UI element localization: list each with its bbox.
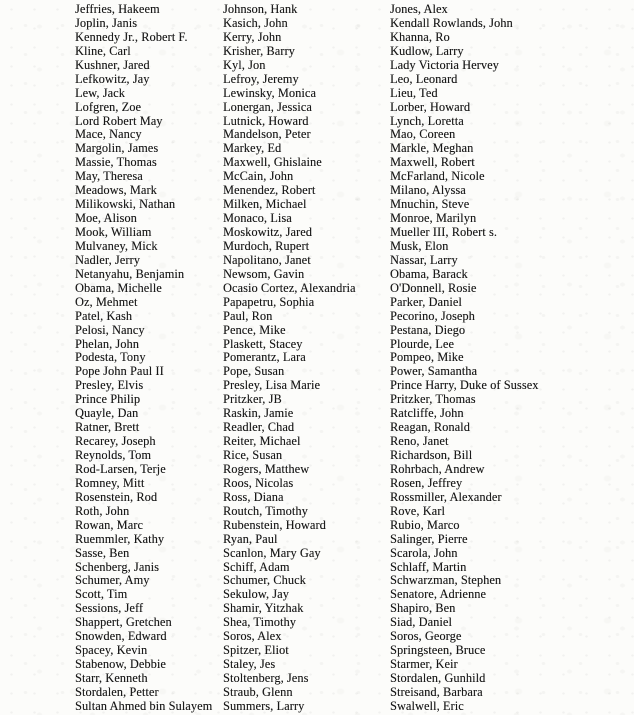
list-item: McFarland, Nicole — [390, 169, 485, 184]
list-item: Margolin, James — [75, 141, 159, 156]
list-item: Obama, Barack — [390, 266, 468, 281]
list-item: Krisher, Barry — [223, 43, 295, 58]
list-item: Johnson, Hank — [223, 2, 298, 16]
list-item: Ryan, Paul — [223, 531, 278, 546]
list-item: Milken, Michael — [223, 197, 307, 212]
list-item: Rice, Susan — [223, 448, 283, 462]
list-item: Mook, William — [75, 225, 152, 239]
list-item: Sultan Ahmed bin Sulayem — [75, 698, 213, 713]
list-item: Schwarzman, Stephen — [390, 573, 502, 588]
list-item: Milikowski, Nathan — [75, 197, 176, 212]
list-item: Nassar, Larry — [390, 252, 458, 267]
list-item: Murdoch, Rupert — [223, 238, 310, 253]
list-item: Rohrbach, Andrew — [390, 461, 485, 476]
list-item: Recarey, Joseph — [75, 434, 156, 449]
list-item: Pope, Susan — [223, 364, 285, 379]
list-item: Rogers, Matthew — [223, 461, 310, 476]
list-item: Shapiro, Ben — [390, 601, 456, 616]
list-item: Lefroy, Jeremy — [223, 71, 299, 86]
list-item: Spacey, Kevin — [75, 643, 148, 658]
list-item: Soros, George — [390, 629, 462, 644]
list-item: Kudlow, Larry — [390, 43, 464, 58]
list-item: Kushner, Jared — [75, 57, 150, 72]
list-item: Summers, Larry — [223, 698, 305, 713]
list-item: Rosenstein, Rod — [75, 489, 158, 504]
list-item: Routch, Timothy — [223, 503, 308, 518]
list-item: Power, Samantha — [390, 364, 478, 379]
list-item: Lieu, Ted — [390, 85, 438, 100]
list-item: Pence, Mike — [223, 322, 286, 337]
list-item: Stordalen, Gunhild — [390, 671, 486, 685]
list-item: Mace, Nancy — [75, 127, 142, 142]
list-item: Shamir, Yitzhak — [223, 601, 304, 616]
list-item: Reagan, Ronald — [390, 420, 470, 435]
list-item: Menendez, Robert — [223, 183, 316, 198]
list-item: Springsteen, Bruce — [390, 643, 486, 658]
list-item: Stordalen, Petter — [75, 684, 159, 699]
list-item: Schumer, Amy — [75, 573, 150, 588]
list-item: Roos, Nicolas — [223, 475, 294, 490]
list-item: Pritzker, JB — [223, 392, 282, 407]
list-item: Ross, Diana — [223, 489, 284, 504]
list-item: Pope John Paul II — [75, 364, 164, 379]
list-item: Staley, Jes — [223, 657, 276, 672]
list-item: Mandelson, Peter — [223, 127, 311, 142]
list-item: Khanna, Ro — [390, 29, 450, 44]
list-item: Moskowitz, Jared — [223, 225, 313, 239]
list-item: Obama, Michelle — [75, 280, 162, 295]
list-item: Rosen, Jeffrey — [390, 475, 463, 490]
list-item: Lefkowitz, Jay — [75, 71, 150, 86]
list-item: Starr, Kenneth — [75, 671, 148, 685]
list-item: Moe, Alison — [75, 211, 137, 226]
list-item: Romney, Mitt — [75, 475, 145, 490]
list-item: Reynolds, Tom — [75, 448, 152, 462]
list-item: Rubenstein, Howard — [223, 517, 326, 532]
list-item: Reno, Janet — [390, 434, 449, 449]
list-item: Musk, Elon — [390, 238, 449, 253]
list-item: May, Theresa — [75, 169, 143, 184]
list-item: Lorber, Howard — [390, 99, 471, 114]
list-item: Scanlon, Mary Gay — [223, 545, 321, 560]
list-item: Soros, Alex — [223, 629, 282, 644]
list-item: Rove, Karl — [390, 503, 445, 518]
list-item: Raskin, Jamie — [223, 406, 294, 421]
list-item: Parker, Daniel — [390, 294, 462, 309]
list-item: Schiff, Adam — [223, 559, 290, 574]
list-item: Stoltenberg, Jens — [223, 671, 309, 685]
list-item: Kennedy Jr., Robert F. — [75, 29, 188, 44]
list-item: Spitzer, Eliot — [223, 643, 289, 658]
list-item: Lord Robert May — [75, 113, 163, 128]
list-item: Lewinsky, Monica — [223, 85, 317, 100]
list-item: Stabenow, Debbie — [75, 657, 166, 672]
list-item: Starmer, Keir — [390, 657, 458, 672]
list-item: Jones, Alex — [390, 2, 448, 16]
list-item: Mueller III, Robert s. — [390, 225, 498, 239]
list-item: Markle, Meghan — [390, 141, 474, 156]
list-item: Richardson, Bill — [390, 448, 473, 462]
list-item: Lady Victoria Hervey — [390, 57, 499, 72]
list-item: Ratner, Brett — [75, 420, 140, 435]
list-item: Paul, Ron — [223, 308, 273, 323]
list-item: Sessions, Jeff — [75, 601, 144, 616]
list-item: Schenberg, Janis — [75, 559, 160, 574]
list-item: Joplin, Janis — [75, 15, 138, 30]
list-item: Meadows, Mark — [75, 183, 157, 198]
list-item: Kyl, Jon — [223, 57, 266, 72]
list-item: Sekulow, Jay — [223, 587, 289, 602]
list-item: Streisand, Barbara — [390, 684, 483, 699]
list-item: Jeffries, Hakeem — [75, 2, 160, 16]
list-item: Senatore, Adrienne — [390, 587, 487, 602]
list-item: Pomerantz, Lara — [223, 350, 306, 365]
list-item: Salinger, Pierre — [390, 531, 468, 546]
list-item: Lofgren, Zoe — [75, 99, 142, 114]
list-item: Oz, Mehmet — [75, 294, 138, 309]
list-item: Schumer, Chuck — [223, 573, 306, 588]
list-item: Netanyahu, Benjamin — [75, 266, 185, 281]
name-column-1 — [75, 3, 212, 714]
list-item: Straub, Glenn — [223, 684, 293, 699]
list-item: Milano, Alyssa — [390, 183, 466, 198]
list-item: Lonergan, Jessica — [223, 99, 312, 114]
list-item: Mulvaney, Mick — [75, 238, 158, 253]
list-item: Pritzker, Thomas — [390, 392, 476, 407]
list-item: Rod-Larsen, Terje — [75, 461, 166, 476]
list-item: Siad, Daniel — [390, 615, 452, 630]
list-item: Papapetru, Sophia — [223, 294, 315, 309]
list-item: Plourde, Lee — [390, 336, 455, 351]
list-item: Scarola, John — [390, 545, 458, 560]
list-item: Prince Philip — [75, 392, 141, 407]
list-item: Snowden, Edward — [75, 629, 167, 644]
list-item: Mnuchin, Steve — [390, 197, 470, 212]
list-item: Napolitano, Janet — [223, 252, 311, 267]
list-item: Ocasio Cortez, Alexandria — [223, 280, 356, 295]
list-item: Pelosi, Nancy — [75, 322, 145, 337]
list-item: Kasich, John — [223, 15, 288, 30]
list-item: Nadler, Jerry — [75, 252, 140, 267]
list-item: Massie, Thomas — [75, 155, 157, 170]
list-item: Reiter, Michael — [223, 434, 301, 449]
list-item: Presley, Elvis — [75, 378, 144, 393]
list-item: Mao, Coreen — [390, 127, 456, 142]
list-item: Maxwell, Robert — [390, 155, 475, 170]
list-item: Pecorino, Joseph — [390, 308, 475, 323]
list-item: Scott, Tim — [75, 587, 128, 602]
list-item: Lynch, Loretta — [390, 113, 464, 128]
list-item: Schlaff, Martin — [390, 559, 467, 574]
list-item: Newsom, Gavin — [223, 266, 305, 281]
list-item: Quayle, Dan — [75, 406, 139, 421]
list-item: Rubio, Marco — [390, 517, 460, 532]
name-column-3 — [390, 3, 539, 714]
list-item: Ratcliffe, John — [390, 406, 464, 421]
list-item: Kline, Carl — [75, 43, 131, 58]
list-item: Monaco, Lisa — [223, 211, 292, 226]
list-item: Rowan, Marc — [75, 517, 144, 532]
list-item: Markey, Ed — [223, 141, 282, 156]
list-item: Rossmiller, Alexander — [390, 489, 502, 504]
list-item: Kerry, John — [223, 29, 282, 44]
list-item: Swalwell, Eric — [390, 698, 464, 713]
list-item: Lew, Jack — [75, 85, 125, 100]
list-item: Leo, Leonard — [390, 71, 458, 86]
list-item: Kendall Rowlands, John — [390, 15, 513, 30]
list-item: Phelan, John — [75, 336, 140, 351]
list-item: Plaskett, Stacey — [223, 336, 303, 351]
list-item: Maxwell, Ghislaine — [223, 155, 322, 170]
list-item: Sasse, Ben — [75, 545, 130, 560]
list-item: Presley, Lisa Marie — [223, 378, 321, 393]
list-item: Pompeo, Mike — [390, 350, 464, 365]
list-item: O'Donnell, Rosie — [390, 280, 477, 295]
list-item: Podesta, Tony — [75, 350, 146, 365]
list-item: Lutnick, Howard — [223, 113, 309, 128]
list-item: Pestana, Diego — [390, 322, 466, 337]
list-item: McCain, John — [223, 169, 294, 184]
list-item: Shea, Timothy — [223, 615, 297, 630]
list-item: Shappert, Gretchen — [75, 615, 172, 630]
name-column-2 — [223, 3, 356, 714]
list-item: Monroe, Marilyn — [390, 211, 477, 226]
list-item: Ruemmler, Kathy — [75, 531, 165, 546]
list-item: Prince Harry, Duke of Sussex — [390, 378, 539, 393]
list-item: Readler, Chad — [223, 420, 295, 435]
list-item: Patel, Kash — [75, 308, 133, 323]
list-item: Roth, John — [75, 503, 130, 518]
